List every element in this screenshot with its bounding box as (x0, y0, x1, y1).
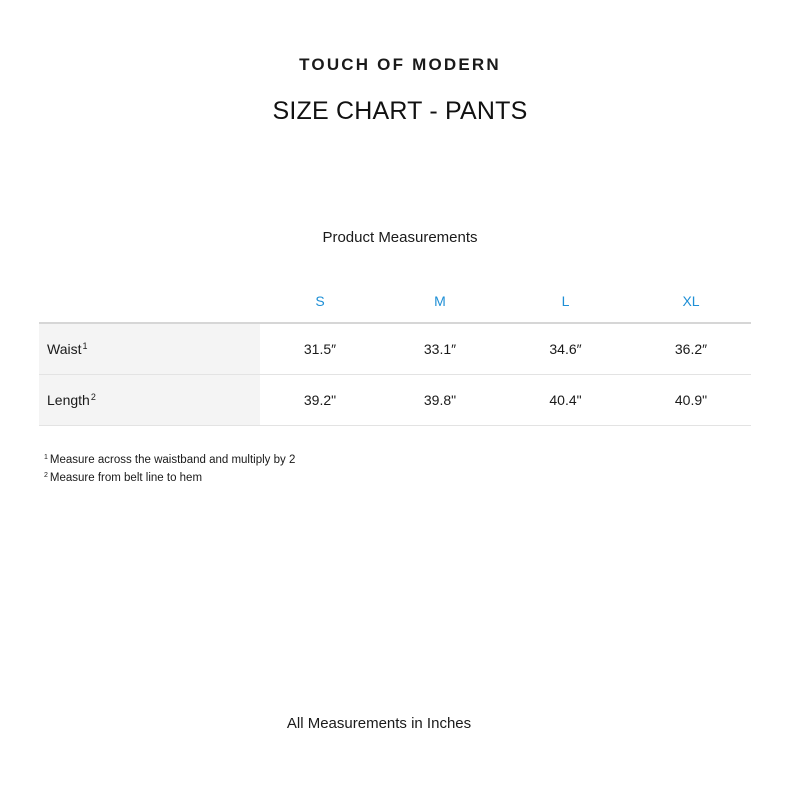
table-caption: Product Measurements (322, 229, 478, 246)
table-header-row (39, 280, 751, 323)
footnote-1 (44, 450, 295, 468)
footnote-mark: 2 (90, 392, 96, 402)
page-title: SIZE CHART - PANTS (272, 97, 528, 125)
row-label-text: Waist (47, 341, 82, 357)
size-header-xl: XL (631, 280, 751, 323)
table-cell: 40.4" (500, 375, 631, 426)
row-label-text: Length (47, 392, 90, 408)
table-cell: 33.1″ (380, 323, 500, 375)
units-note: All Measurements in Inches (286, 715, 472, 732)
footnote-mark: 1 (82, 341, 88, 351)
table-cell: 40.9" (631, 375, 751, 426)
footnote-mark: 2 (44, 472, 48, 479)
table-row-waist (39, 323, 751, 375)
size-header-m: M (380, 280, 500, 323)
size-header-l: L (500, 280, 631, 323)
table-cell: 34.6″ (500, 323, 631, 375)
footnote-2 (44, 468, 295, 486)
size-chart-table (39, 280, 751, 426)
table-row-length (39, 375, 751, 426)
table-cell: 39.8" (380, 375, 500, 426)
footnotes (44, 450, 295, 486)
table-cell: 31.5″ (260, 323, 380, 375)
table-cell: 39.2" (260, 375, 380, 426)
table-cell: 36.2″ (631, 323, 751, 375)
row-label-length (39, 375, 260, 426)
row-label-waist (39, 323, 260, 375)
footnote-text: Measure from belt line to hem (49, 472, 203, 484)
footnote-mark: 1 (44, 454, 48, 461)
footnote-text: Measure across the waistband and multiply by 2 (49, 454, 296, 466)
brand-logo: TOUCH OF MODERN (299, 55, 501, 74)
header-blank-cell (39, 280, 260, 323)
size-header-s: S (260, 280, 380, 323)
